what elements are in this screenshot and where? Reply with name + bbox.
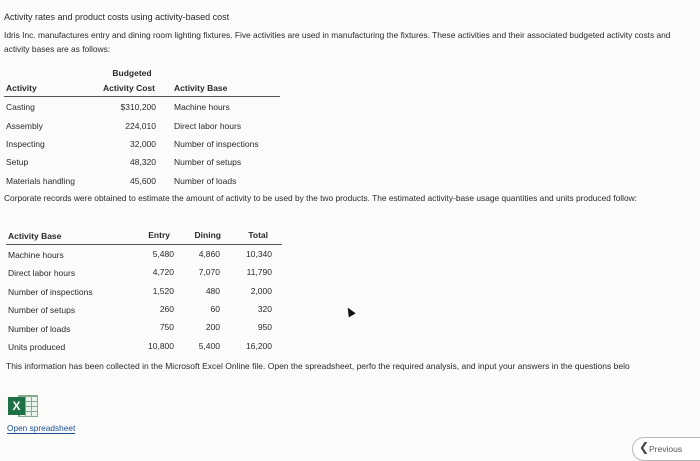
t2-total-cell: 16,200 [246,341,272,351]
intro-paragraph: Idris Inc. manufactures entry and dining room lighting fixtures. Five activities are used in manufacturing the fixtures. These activities and their associated budgeted activity costs and activity bases are as follows: [4,30,671,54]
t1-base-cell: Machine hours [174,102,230,112]
t1-base-cell: Number of loads [174,176,237,186]
t1-activity-cell: Setup [6,157,29,167]
t1-base-cell: Number of setups [174,157,242,167]
t2-dining-cell: 200 [205,322,220,332]
chevron-left-icon: ❮ [639,440,650,454]
t2-entry-cell: 4,720 [152,267,174,277]
t2-entry-cell: 750 [159,322,174,332]
t2-base-cell: Number of inspections [8,287,93,297]
excel-icon[interactable] [8,394,40,418]
usage-paragraph: Corporate records were obtained to estimate the amount of activity to be used by the two products. The estimated activity-base usage quantities and units produced follow: [4,193,637,203]
previous-button-label: Previous [649,444,683,454]
t2-total-cell: 950 [257,322,272,332]
t2-entry-cell: 260 [159,304,174,314]
t2-total-header: Total [248,230,268,240]
t2-entry-cell: 5,480 [152,249,174,259]
t2-base-cell: Number of setups [8,305,76,315]
budgeted-header-line2: Activity Cost [103,83,155,93]
t1-cost-cell: $310,200 [120,102,156,112]
t2-base-cell: Machine hours [8,250,64,260]
t2-base-cell: Number of loads [8,324,71,334]
t2-dining-cell: 7,070 [198,267,220,277]
t2-total-cell: 2,000 [250,286,272,296]
t1-activity-cell: Inspecting [6,139,45,149]
t1-cost-cell: 224,010 [125,121,156,131]
t2-total-cell: 11,790 [246,267,272,277]
t2-dining-cell: 60 [210,304,220,314]
t2-total-cell: 10,340 [246,249,272,259]
t1-cost-cell: 45,600 [130,176,156,186]
t2-dining-cell: 480 [205,286,220,296]
t2-dining-header: Dining [194,230,221,240]
t1-activity-cell: Assembly [6,121,43,131]
t1-base-cell: Direct labor hours [174,121,242,131]
t1-cost-cell: 48,320 [130,157,156,167]
mouse-cursor-icon [344,306,355,318]
t1-activity-cell: Casting [6,102,35,112]
t1-activity-cell: Materials handling [6,176,75,186]
instructions-paragraph: This information has been collected in the Microsoft Excel Online file. Open the spreadsheet, perfo the required analysis, and input your answers in the questions belo [6,361,630,371]
t2-base-header: Activity Base [8,231,62,241]
excel-x-icon: X [8,397,25,415]
open-spreadsheet-link[interactable]: Open spreadsheet [7,423,76,433]
previous-button[interactable] [632,437,700,461]
t1-base-cell: Number of inspections [174,139,259,149]
t2-dining-cell: 4,860 [198,249,220,259]
activity-base-header: Activity Base [174,83,228,93]
t2-entry-header: Entry [148,230,170,240]
t2-entry-cell: 10,800 [148,341,174,351]
t2-dining-cell: 5,400 [198,341,220,351]
activity-header: Activity [6,83,37,93]
t2-base-cell: Units produced [8,342,66,352]
page-title: Activity rates and product costs using activity-based cost [4,12,230,22]
t1-cost-cell: 32,000 [130,139,156,149]
budgeted-header-line1: Budgeted [112,68,152,78]
t2-base-cell: Direct labor hours [8,268,76,278]
t2-entry-cell: 1,520 [152,286,174,296]
t2-total-cell: 320 [257,304,272,314]
